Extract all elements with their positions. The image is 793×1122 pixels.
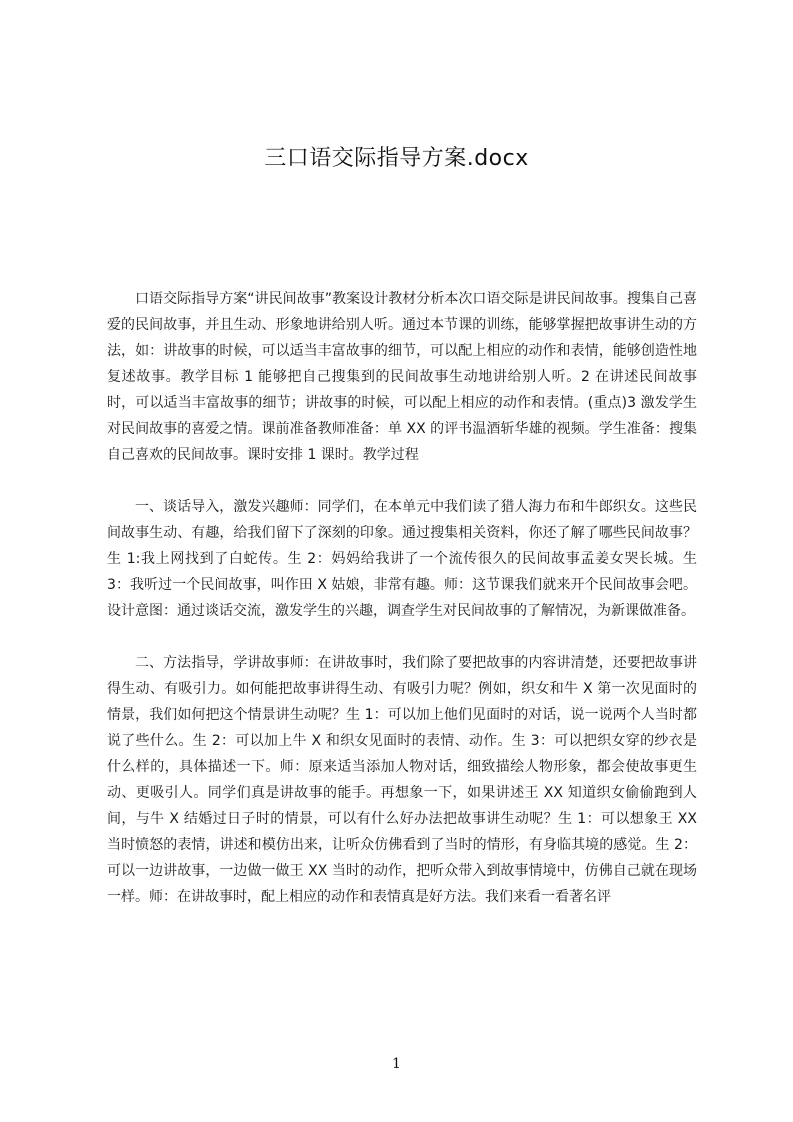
paragraph-section-2: 二、方法指导，学讲故事师：在讲故事时，我们除了要把故事的内容讲清楚，还要把故事讲得生动、有吸引力。如何能把故事讲得生动、有吸引力呢？例如，织女和牛 X 第一次见面时的情景，我们如何把这个情景讲生动呢？生 1：可以加上他们见面时的对话，说一说两个人当时都说了些什么。生 2：可以加上牛 X 和织女见面时的表情、动作。生 3：可以把织女穿的纱衣是什么样的，具体描述一下。师：原来适当添加人物对话，细致描绘人物形象，都会使故事更生动、更吸引人。同学们真是讲故事的能手。再想象一下，如果讲述王 XX 知道织女偷偷跑到人间，与牛 X 结婚过日子时的情景，可以有什么好办法把故事讲生动呢？生 1：可以想象王 XX 当时愤怒的表情，讲述和模仿出来，让听众仿佛看到了当时的情形，有身临其境的感觉。生 2：可以一边讲故事，一边做一做王 XX 当时的动作，把听众带入到故事情境中，仿佛自己就在现场一样。师：在讲故事时，配上相应的动作和表情真是好方法。我们来看一看著名评 (107, 655, 697, 905)
paragraph-intro: 口语交际指导方案“讲民间故事”教案设计教材分析本次口语交际是讲民间故事。搜集自己喜爱的民间故事，并且生动、形象地讲给别人听。通过本节课的训练，能够掌握把故事讲生动的方法，如：讲故事的时候，可以适当丰富故事的细节，可以配上相应的动作和表情，能够创造性地复述故事。教学目标 1 能够把自己搜集到的民间故事生动地讲给别人听。2 在讲述民间故事时，可以适当丰富故事的细节；讲故事的时候，可以配上相应的动作和表情。(重点)3 激发学生对民间故事的喜爱之情。课前准备教师准备：单 XX 的评书温酒斩华雄的视频。学生准备：搜集自己喜欢的民间故事。课时安排 1 课时。教学过程 (107, 291, 697, 463)
document-body (107, 286, 697, 936)
document-title: 三口语交际指导方案.docx (264, 146, 529, 171)
page-number: 1 (392, 1056, 401, 1072)
paragraph-section-1: 一、谈话导入，激发兴趣师：同学们，在本单元中我们读了猎人海力布和牛郎织女。这些民间故事生动、有趣，给我们留下了深刻的印象。通过搜集相关资料，你还了解了哪些民间故事？生 1:我上网找到了白蛇传。生 2：妈妈给我讲了一个流传很久的民间故事孟姜女哭长城。生 3：我听过一个民间故事，叫作田 X 姑娘，非常有趣。师：这节课我们就来开个民间故事会吧。设计意图：通过谈话交流，激发学生的兴趣，调查学生对民间故事的了解情况，为新课做准备。 (107, 499, 697, 619)
